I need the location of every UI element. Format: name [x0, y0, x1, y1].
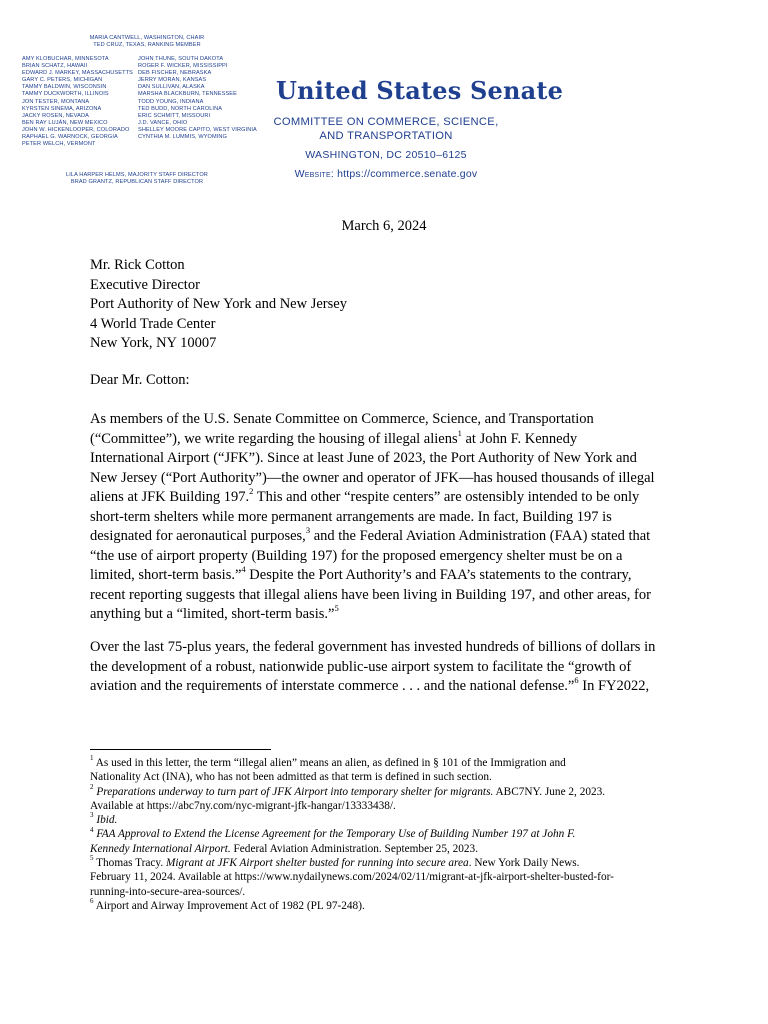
- text-run: aviation and the requirements of interstate commerce . . . and the national defense.”: [90, 678, 575, 694]
- member-name: J.D. VANCE, OHIO: [138, 119, 188, 126]
- text-line: Over the last 75-plus years, the federal government has invested hundreds of billions of dollars in: [90, 639, 656, 655]
- footnote-number: 6: [90, 897, 94, 906]
- member-name: TED BUDD, NORTH CAROLINA: [138, 105, 223, 112]
- member-name: TAMMY DUCKWORTH, ILLINOIS: [22, 91, 109, 98]
- text-run: (“Committee”), we write regarding the housing of illegal aliens: [90, 430, 458, 447]
- footnote-title: Migrant at JFK Airport shelter busted for running into secure area: [166, 857, 469, 870]
- footnote-number: 3: [90, 811, 94, 820]
- recipient-city: New York, NY 10007: [90, 335, 217, 351]
- footnote-author: Thomas Tracy.: [93, 857, 166, 870]
- text-run: anything but a “limited, short-term basis.”: [90, 606, 335, 622]
- member-name: BRIAN SCHATZ, HAWAII: [22, 63, 88, 70]
- member-name: TODD YOUNG, INDIANA: [138, 98, 204, 105]
- staff-directors: [62, 172, 212, 186]
- member-name: KYRSTEN SINEMA, ARIZONA: [22, 105, 102, 112]
- member-name: BEN RAY LUJÁN, NEW MEXICO: [22, 119, 108, 126]
- footnote-text: ABC7NY. June 2, 2023.: [493, 785, 606, 798]
- text-line: New Jersey (“Port Authority”)—the owner and operator of JFK—has housed thousands of illegal: [90, 469, 655, 486]
- text-line: As members of the U.S. Senate Committee on Commerce, Science, and Transportation: [90, 411, 594, 427]
- footnote-number: 4: [90, 825, 94, 834]
- text-line: International Airport (“JFK”). Since at least June of 2023, the Port Authority of New York and: [90, 450, 637, 466]
- letter-date: March 6, 2024: [341, 218, 427, 234]
- committee-name-line-1: COMMITTEE ON COMMERCE, SCIENCE,: [273, 116, 499, 128]
- member-name: JERRY MORAN, KANSAS: [138, 77, 207, 84]
- text-line: the development of a robust, nationwide public-use airport system to facilitate the “growth of: [90, 658, 632, 675]
- recipient-title: Executive Director: [90, 276, 200, 293]
- footnote-ref[interactable]: 3: [305, 525, 311, 536]
- footnote-text: Airport and Airway Improvement Act of 1982 (PL 97-248).: [93, 899, 365, 912]
- footnote-text: Ibid.: [96, 814, 118, 827]
- footnotes: [90, 756, 690, 913]
- member-name: TAMMY BALDWIN, WISCONSIN: [22, 84, 107, 91]
- text-run: designated for aeronautical purposes,: [90, 528, 306, 544]
- footnote-4-cont: [90, 842, 690, 856]
- text-run: aliens at JFK Building 197.: [90, 489, 250, 505]
- body-paragraph-1: [90, 410, 680, 625]
- footnote-4: [90, 827, 690, 841]
- footnote-5: [90, 856, 690, 870]
- text-run: In FY2022,: [578, 678, 650, 694]
- committee-website: [270, 168, 502, 180]
- footnote-ref[interactable]: 4: [241, 564, 246, 575]
- member-name: PETER WELCH, VERMONT: [22, 141, 96, 148]
- text-line: short-term shelters while more permanent arrangements are made. In fact, Building 197 is: [90, 508, 612, 525]
- footnote-number: 1: [90, 754, 94, 763]
- member-name: RAPHAEL G. WARNOCK, GEORGIA: [22, 134, 118, 141]
- footnote-5-link-cont[interactable]: running-into-secure-area-sources/.: [90, 885, 246, 898]
- member-name: ROGER F. WICKER, MISSISSIPPI: [138, 63, 228, 70]
- text-line: [90, 488, 680, 508]
- recipient-name: Mr. Rick Cotton: [90, 257, 185, 273]
- footnote-text: Federal Aviation Administration. September 25, 2023.: [230, 842, 479, 855]
- member-name: DAN SULLIVAN, ALASKA: [138, 84, 205, 91]
- member-name: EDWARD J. MARKEY, MASSACHUSETTS: [22, 70, 133, 77]
- footnote-2: [90, 782, 690, 799]
- footnote-ref[interactable]: 2: [249, 486, 254, 497]
- member-list-left: [22, 56, 140, 148]
- member-name: JACKY ROSEN, NEVADA: [22, 112, 89, 119]
- footnote-text: As used in this letter, the term “illegal alien” means an alien, as defined in § 101 of the Immigration and: [93, 757, 566, 769]
- text-run: limited, short-term basis.”: [90, 567, 242, 583]
- website-url[interactable]: https://commerce.senate.gov: [337, 168, 478, 180]
- footnote-3: [90, 813, 690, 827]
- footnote-number: 5: [90, 854, 94, 863]
- member-name: JOHN THUNE, SOUTH DAKOTA: [138, 56, 224, 62]
- member-name: ERIC SCHMITT, MISSOURI: [138, 112, 211, 119]
- chair-name: MARIA CANTWELL, WASHINGTON, CHAIR: [89, 35, 205, 41]
- member-name: JOHN W. HICKENLOOPER, COLORADO: [22, 126, 130, 133]
- footnote-number: 2: [90, 782, 94, 791]
- footnote-title: FAA Approval to Extend the License Agreement for the Temporary Use of Building Number 197 at John F.: [96, 828, 576, 841]
- body-paragraph-2: [90, 638, 680, 697]
- footnote-5-link[interactable]: February 11, 2024. Available at https://www.nydailynews.com/2024/02/11/migrant-at-jfk-airport-shelter-busted-for-: [90, 871, 614, 884]
- committee-leadership: [82, 35, 212, 49]
- committee-name: [270, 115, 502, 143]
- footnote-title: Kennedy International Airport.: [90, 842, 231, 855]
- text-run: Despite the Port Authority’s and FAA’s statements to the contrary,: [245, 567, 632, 583]
- footnote-ref[interactable]: 6: [574, 675, 579, 686]
- text-line: [90, 427, 680, 450]
- footnote-divider: [90, 749, 271, 750]
- member-name: MARSHA BLACKBURN, TENNESSEE: [138, 91, 237, 98]
- footnote-6: [90, 899, 690, 913]
- text-line: [90, 527, 680, 547]
- text-line: [90, 677, 680, 697]
- member-name: JON TESTER, MONTANA: [22, 98, 90, 105]
- recipient-street: 4 World Trade Center: [90, 315, 216, 332]
- text-run: This and other “respite centers” are ostensibly intended to be only: [253, 489, 640, 505]
- text-line: recent reporting suggests that illegal aliens have been living in Building 197, and other areas, for: [90, 586, 651, 603]
- senate-wordmark: United States Senate: [276, 76, 564, 105]
- recipient-address: [90, 256, 347, 354]
- member-name: AMY KLOBUCHAR, MINNESOTA: [22, 56, 109, 62]
- member-name: SHELLEY MOORE CAPITO, WEST VIRGINIA: [138, 126, 257, 133]
- majority-staff-director: LILA HARPER HELMS, MAJORITY STAFF DIRECTOR: [66, 172, 208, 178]
- salutation: Dear Mr. Cotton:: [90, 372, 190, 388]
- text-line: “the use of airport property (Building 197) for the proposed emergency shelter must be on a: [90, 547, 623, 564]
- text-line: [90, 605, 680, 625]
- committee-address: WASHINGTON, DC 20510–6125: [305, 149, 467, 161]
- footnote-title: Preparations underway to turn part of JFK Airport into temporary shelter for migrants.: [96, 785, 494, 798]
- recipient-organization: Port Authority of New York and New Jersey: [90, 296, 347, 312]
- footnote-1: [90, 756, 690, 770]
- member-name: CYNTHIA M. LUMMIS, WYOMING: [138, 134, 227, 141]
- text-run: and the Federal Aviation Administration (FAA) stated that: [310, 528, 651, 544]
- republican-staff-director: BRAD GRANTZ, REPUBLICAN STAFF DIRECTOR: [70, 179, 204, 186]
- member-list-right: [138, 56, 258, 141]
- member-name: DEB FISCHER, NEBRASKA: [138, 70, 212, 77]
- footnote-ref[interactable]: 1: [457, 427, 462, 438]
- website-label: Website:: [294, 168, 334, 180]
- text-run: at John F. Kennedy: [461, 430, 578, 447]
- footnote-1-cont: Nationality Act (INA), who has not been admitted as that term is defined in such section.: [90, 771, 492, 784]
- footnote-2-link[interactable]: Available at https://abc7ny.com/nyc-migrant-jfk-hangar/13333438/.: [90, 799, 396, 812]
- ranking-member-name: TED CRUZ, TEXAS, RANKING MEMBER: [93, 42, 201, 49]
- footnote-ref[interactable]: 5: [334, 603, 339, 614]
- committee-name-line-2: AND TRANSPORTATION: [319, 130, 453, 142]
- text-line: [90, 566, 680, 586]
- footnote-text: . New York Daily News.: [468, 857, 580, 870]
- member-name: GARY C. PETERS, MICHIGAN: [22, 77, 103, 84]
